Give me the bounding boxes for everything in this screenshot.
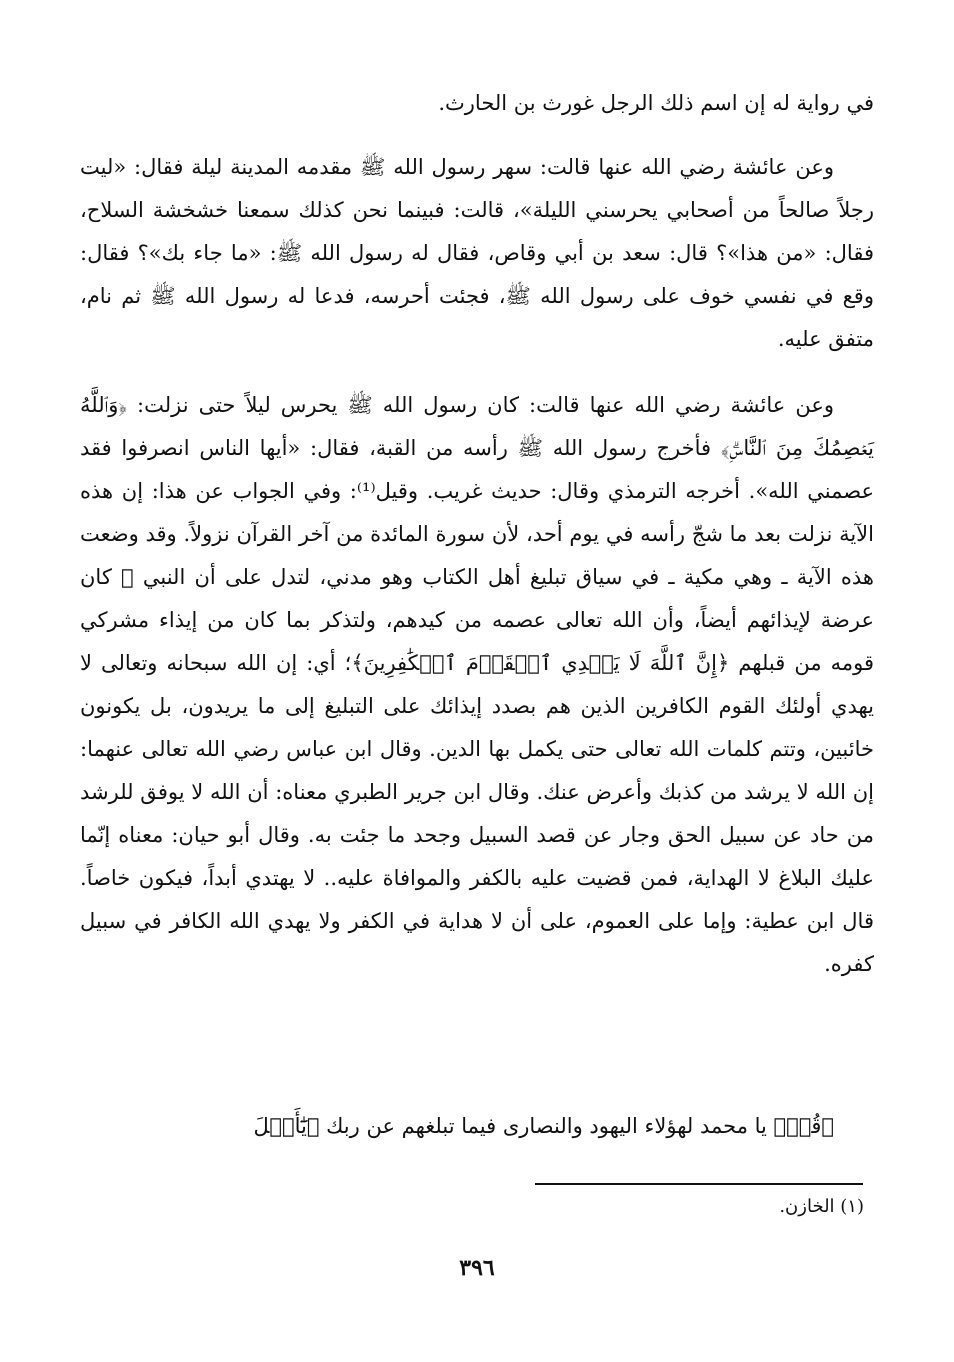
verse-intro-paragraph xyxy=(80,1105,874,1148)
hadith-paragraph-1 xyxy=(80,146,874,361)
footnote: (١) الخازن. xyxy=(779,1196,864,1217)
page-number: ٣٩٦ xyxy=(459,1255,495,1281)
intro-paragraph xyxy=(80,82,874,125)
commentary-paragraph xyxy=(80,384,874,986)
paragraph-1-text: وعن عائشة رضي الله عنها قالت: سهر رسول الله ﷺ مقدمه المدينة ليلة فقال: «ليت رجلاً صالحاً من أصحابي يحرسني الليلة»، قالت: فبينما نحن كذلك سمعنا خشخشة السلاح، فقال: «من هذا»؟ قال: سعد بن أبي وقاص، فقال له رسول الله ﷺ: «ما جاء بك»؟ فقال: وقع في نفسي خوف على رسول الله ﷺ، فجئت أحرسه، فدعا له رسول الله ﷺ ثم نام، متفق عليه. xyxy=(80,155,874,351)
paragraph-3-text: ﴿قُلۡ﴾ يا محمد لهؤلاء اليهود والنصارى فيما تبلغهم عن ربك ﴿يَٰٓأَهۡلَ xyxy=(253,1114,834,1138)
paragraph-2-text: وعن عائشة رضي الله عنها قالت: كان رسول الله ﷺ يحرس ليلاً حتى نزلت: ﴿وَٱللَّهُ يَعۡصِمُكَ مِنَ ٱلنَّاسِۗ﴾ فأخرج رسول الله ﷺ رأسه من القبة، فقال: «أيها الناس انصرفوا فقد عصمني الله». أخرجه الترمذي وقال: حديث غريب. وقيل⁽¹⁾: وفي الجواب عن هذا: إن هذه الآية نزلت بعد ما شجّ رأسه في يوم أحد، لأن سورة المائدة من آخر القرآن نزولاً. وقد وضعت هذه الآية ـ وهي مكية ـ في سياق تبليغ أهل الكتاب وهو مدني، لتدل على أن النبي ﷺ كان عرضة لإيذائهم أيضاً، وأن الله تعالى عصمه من كيدهم، ولتذكر بما كان من إيذاء مشركي قومه من قبلهم ﴿إِنَّ ٱللَّهَ لَا يَهۡدِي ٱلۡقَوۡمَ ٱلۡكَٰفِرِينَ﴾؛ أي: إن الله سبحانه وتعالى لا يهدي أولئك القوم الكافرين الذين هم بصدد إيذائك على التبليغ إلى ما يريدون، بل يكونون خائبين، وتتم كلمات الله تعالى حتى يكمل بها الدين. وقال ابن عباس رضي الله تعالى عنهما: إن الله لا يرشد من كذبك وأعرض عنك. وقال ابن جرير الطبري معناه: أن الله لا يوفق للرشد من حاد عن سبيل الحق وجار عن قصد السبيل وجحد ما جئت به. وقال أبو حيان: معناه إنّما عليك البلاغ لا الهداية، فمن قضيت عليه بالكفر والموافاة عليه.. لا يهتدي أبداً، فيكون خاصاً. قال ابن عطية: وإما على العموم، على أن لا هداية في الكفر ولا يهدي الله الكافر في سبيل كفره. xyxy=(80,393,875,976)
footnote-divider xyxy=(535,1183,863,1185)
intro-text: في رواية له إن اسم ذلك الرجل غورث بن الحارث. xyxy=(438,91,874,115)
